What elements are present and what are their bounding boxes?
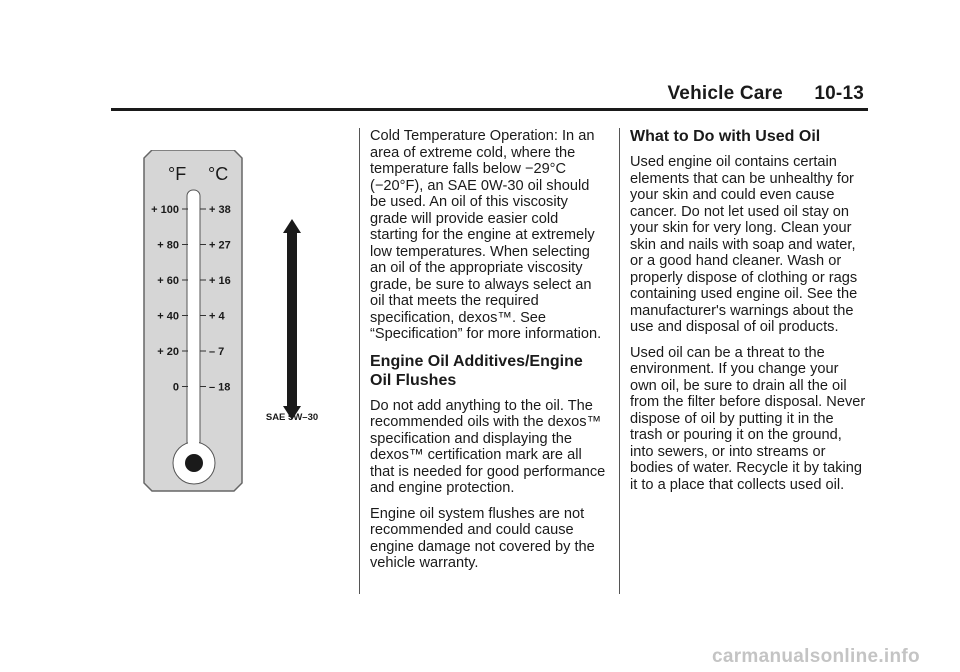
cold-temperature-paragraph: Cold Temperature Operation: In an area of extreme cold, where the temperature falls below −29°C (−20°F), an SAE 0W-30 oil should be used. An oil of this viscosity grade will provide easier cold starting for the engine at extremely low temperatures. When selecting an oil of the appropriate viscosity grade, be sure to always select an oil that meets the required specification, dexos™. See “Specification” for more information. (370, 128, 602, 342)
fahrenheit-tick-label: + 60 (157, 275, 179, 287)
header-rule (111, 108, 868, 111)
section-title: Vehicle Care (667, 83, 783, 104)
column-divider-right (619, 128, 620, 594)
viscosity-range-arrow (283, 219, 301, 420)
fahrenheit-tick-label: + 40 (157, 310, 179, 323)
additives-paragraph: Do not add anything to the oil. The recommended oils with the dexos™ specification and displaying the dexos™ certification mark are all that is needed for good performance and engine protection. (370, 397, 606, 496)
arrow-shaft (287, 232, 297, 406)
used-oil-heading: What to Do with Used Oil (630, 128, 821, 145)
celsius-tick-label: – 7 (209, 346, 225, 358)
arrow-head-up (283, 219, 301, 233)
column-middle (370, 128, 608, 581)
celsius-tick-label: + 38 (209, 204, 231, 216)
fahrenheit-label: °F (168, 164, 187, 184)
fahrenheit-tick-label: + 80 (157, 239, 179, 252)
oil-grade-label: SAE 5W–30 (265, 412, 319, 423)
oil-viscosity-thermometer-figure (138, 150, 338, 495)
column-right (630, 127, 868, 502)
celsius-tick-label: + 16 (209, 275, 231, 287)
fahrenheit-tick-label: + 20 (157, 346, 179, 358)
watermark: carmanualsonline.info (712, 646, 920, 667)
celsius-tick-label: + 4 (209, 310, 225, 323)
additives-heading: Engine Oil Additives/Engine Oil Flushes (370, 352, 583, 389)
thermometer-tube (187, 190, 200, 465)
fahrenheit-tick-label: + 100 (151, 204, 179, 216)
used-oil-paragraph-1: Used engine oil contains certain elements that can be unhealthy for your skin and could even cause cancer. Do not let used oil stay on your skin for very long. Clean your skin and nails with soap and water, or a good hand cleaner. Wash or properly dispose of clothing or rags containing used engine oil. See the manufacturer's warnings about the use and disposal of oil products. (630, 154, 858, 335)
flushes-paragraph: Engine oil system flushes are not recommended and could cause engine damage not covered by the vehicle warranty. (370, 505, 595, 571)
celsius-tick-label: + 27 (209, 239, 231, 252)
used-oil-paragraph-2: Used oil can be a threat to the environment. If you change your own oil, be sure to drain all the oil from the filter before disposal. Never dispose of oil by putting it in the trash or pouring it on the ground, into sewers, or into streams or bodies of water. Recycle it by taking it to a place that collects used oil. (630, 344, 866, 493)
page-number: 10-13 (814, 83, 864, 104)
thermometer-bulb (185, 454, 203, 472)
celsius-label: °C (208, 164, 229, 184)
page-header (667, 83, 864, 105)
fahrenheit-tick-label: 0 (172, 381, 179, 394)
celsius-tick-label: – 18 (209, 381, 231, 394)
column-divider-left (359, 128, 360, 594)
